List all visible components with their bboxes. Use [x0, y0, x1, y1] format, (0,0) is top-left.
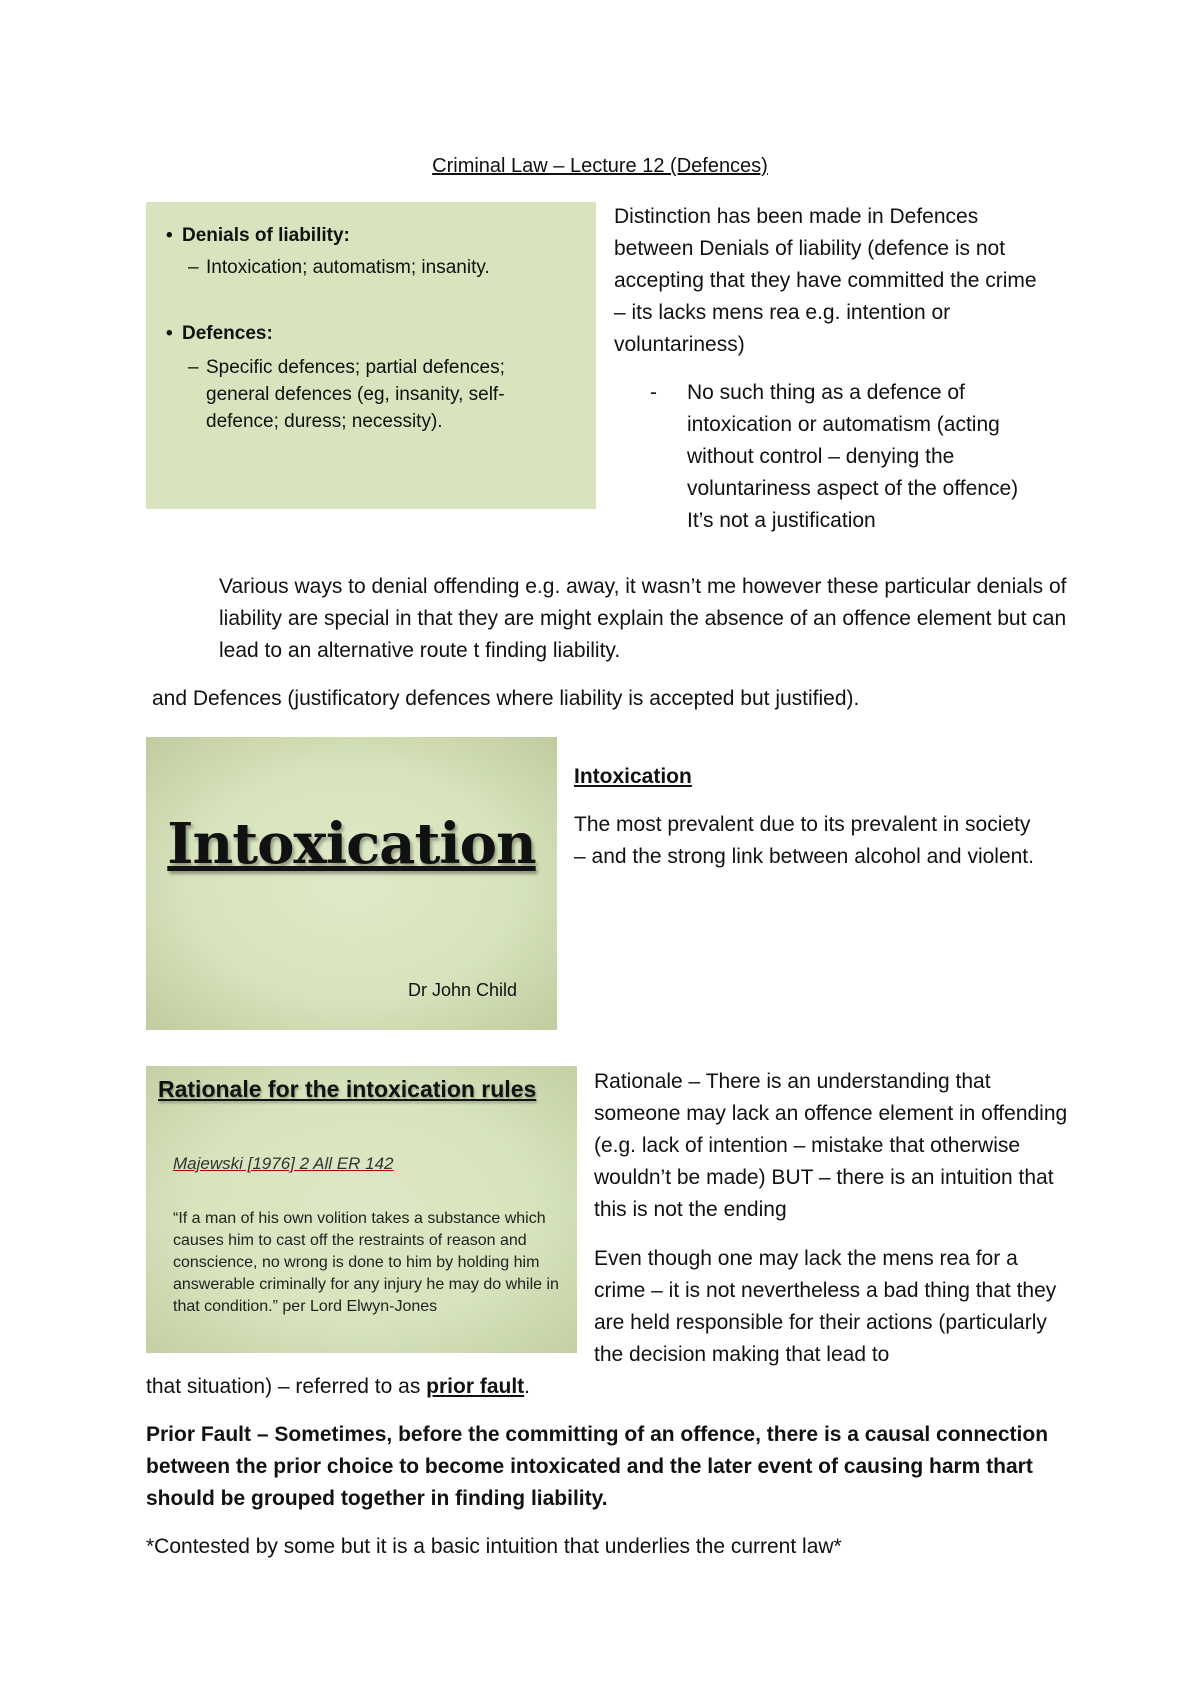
- slide-rationale: [146, 1066, 577, 1353]
- rationale-paragraph: Rationale – There is an understanding that someone may lack an offence element in offending (e.g. lack of intention – mistake that otherwise wouldn’t be made) BUT – there is an intuition that this is not the ending: [594, 1070, 1068, 1221]
- bullet-defences: [166, 320, 273, 347]
- sub-denials-text: Intoxication; automatism; insanity.: [206, 257, 490, 278]
- bullet-denials-label: Denials of liability:: [182, 225, 350, 246]
- slide-rationale-title: Rationale for the intoxication rules: [158, 1076, 537, 1102]
- bullet-denials: [166, 222, 350, 249]
- intoxication-paragraph: The most prevalent due to its prevalent in society – and the strong link between alcohol and violent.: [574, 813, 1034, 868]
- intro-paragraph: Distinction has been made in Defences between Denials of liability (defence is not accepting that they have committed the crime – its lacks mens rea e.g. intention or voluntariness): [614, 205, 1037, 356]
- prior-fault-term: prior fault: [426, 1375, 525, 1398]
- intoxication-heading: Intoxication: [574, 765, 692, 788]
- rationale-paragraph-2-end: [146, 1371, 1046, 1403]
- sub-denials: [188, 254, 558, 281]
- dash-icon: –: [188, 257, 199, 278]
- dash-icon: –: [188, 357, 199, 378]
- various-ways-paragraph: Various ways to denial offending e.g. away, it wasn’t me however these particular denials of liability are special in that they are might explain the absence of an offence element but can lead to an alternative route t finding liability.: [219, 575, 1067, 662]
- bullet-dot-icon: •: [166, 225, 173, 246]
- case-citation: Majewski [1976] 2 All ER 142: [173, 1154, 394, 1173]
- list-marker: -: [650, 381, 657, 404]
- slide-intoxication-title: Intoxication: [167, 811, 536, 877]
- slide-intoxication: [146, 737, 557, 1030]
- sub-defences-text: Specific defences; partial defences; general defences (eg, insanity, self-defence; duress; necessity).: [206, 357, 505, 432]
- period: .: [524, 1375, 530, 1398]
- bullet-defences-label: Defences:: [182, 323, 273, 344]
- intro-list-line2: It’s not a justification: [687, 509, 876, 532]
- contested-note: *Contested by some but it is a basic intuition that underlies the current law*: [146, 1535, 842, 1558]
- case-quote: “If a man of his own volition takes a substance which causes him to cast off the restraints of reason and conscience, no wrong is done to him by holding him answerable criminally for any injury he may do while in that condition.” per Lord Elwyn-Jones: [173, 1210, 559, 1315]
- intro-list-line1: No such thing as a defence of intoxication or automatism (acting without control – denying the voluntariness aspect of the offence): [687, 381, 1019, 500]
- page-title: Criminal Law – Lecture 12 (Defences): [432, 155, 768, 177]
- bullet-dot-icon: •: [166, 323, 173, 344]
- prior-fault-paragraph: Prior Fault – Sometimes, before the committing of an offence, there is a causal connection between the prior choice to become intoxicated and the later event of causing harm thart should be grouped together in finding liability.: [146, 1423, 1049, 1510]
- sub-defences: [188, 354, 558, 435]
- intro-list-item: [687, 377, 1057, 537]
- situation-text: that situation) – referred to as: [146, 1375, 427, 1398]
- slide-denials-defences: [146, 202, 596, 509]
- slide-author: Dr John Child: [407, 980, 517, 1000]
- and-defences-paragraph: and Defences (justificatory defences where liability is accepted but justified).: [152, 687, 860, 710]
- rationale-paragraph-2: Even though one may lack the mens rea for a crime – it is not nevertheless a bad thing that they are held responsible for their actions (particularly the decision making that lead to: [594, 1247, 1057, 1366]
